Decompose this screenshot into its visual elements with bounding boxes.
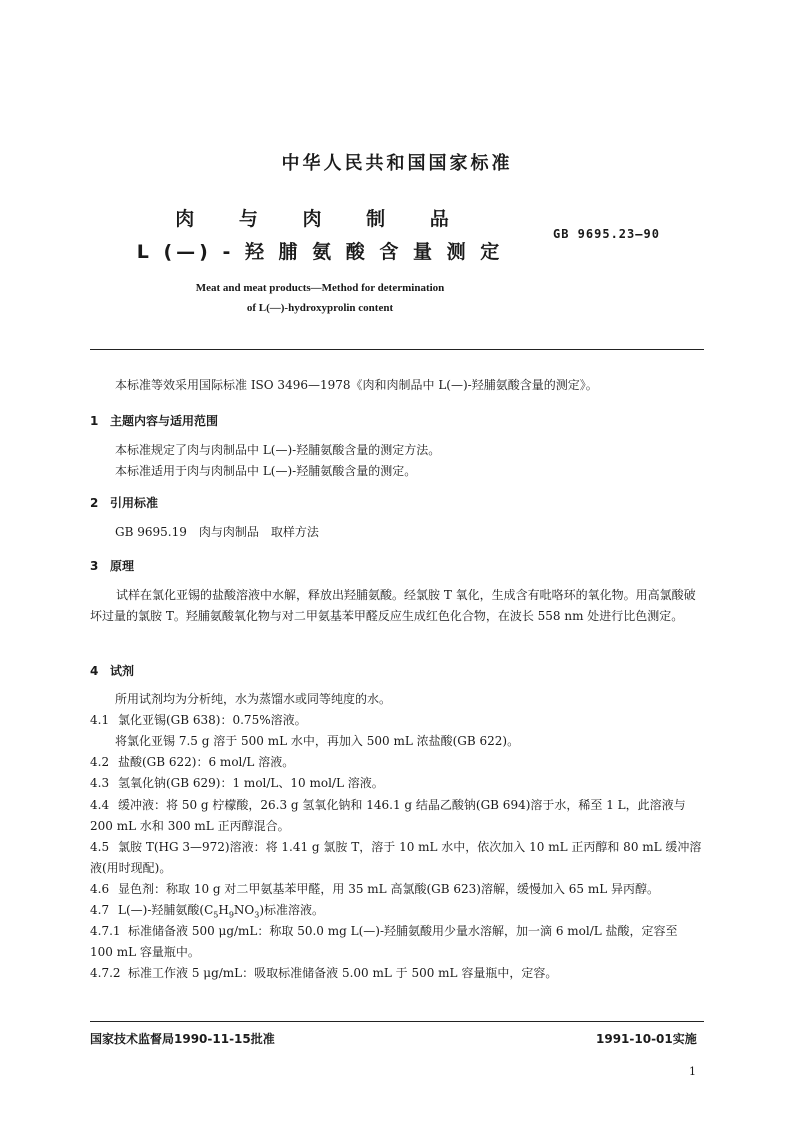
clause-number: 4.2 bbox=[90, 755, 110, 769]
clause-4-3 bbox=[90, 773, 704, 794]
clause-number: 4.5 bbox=[90, 840, 110, 854]
footer-divider bbox=[90, 1021, 704, 1022]
clause-number: 4.7.2 bbox=[90, 966, 121, 980]
clause-number: 4.6 bbox=[90, 882, 110, 896]
clause-4-7-1 bbox=[90, 921, 704, 963]
section-title: 原理 bbox=[110, 559, 135, 573]
section-2-paragraph-1: GB 9695.19 肉与肉制品 取样方法 bbox=[115, 525, 319, 539]
english-title-line1: Meat and meat products—Method for determination bbox=[195, 282, 445, 294]
clause-4-7-2 bbox=[90, 963, 704, 984]
clause-number: 4.7.1 bbox=[90, 924, 121, 938]
clause-text bbox=[118, 903, 325, 920]
clause-number: 4.1 bbox=[90, 713, 110, 727]
section-title: 引用标准 bbox=[110, 496, 159, 510]
clause-4-1 bbox=[90, 710, 704, 731]
section-1-heading bbox=[90, 412, 218, 429]
clause-text: 标准储备液 500 μg/mL：称取 50.0 mg L(—)-羟脯氨酸用少量水溶解，加一滴 6 mol/L 盐酸，定容至 100 mL 容量瓶中。 bbox=[90, 924, 678, 959]
formula-part: )标准溶液。 bbox=[259, 903, 325, 917]
section-number: 3 bbox=[90, 559, 99, 573]
section-title: 主题内容与适用范围 bbox=[110, 414, 219, 428]
section-1-paragraph-1: 本标准规定了肉与肉制品中 L(—)-羟脯氨酸含量的测定方法。 bbox=[115, 443, 441, 457]
clause-4-6 bbox=[90, 879, 704, 900]
clause-4-2 bbox=[90, 752, 704, 773]
section-2-heading bbox=[90, 494, 158, 511]
formula-part: H bbox=[218, 903, 229, 917]
formula-subscript: 5 bbox=[213, 910, 219, 920]
section-number: 2 bbox=[90, 496, 99, 510]
section-number: 4 bbox=[90, 664, 99, 678]
clause-text: 氢氧化钠(GB 629)：1 mol/L、10 mol/L 溶液。 bbox=[118, 776, 384, 790]
section-number: 1 bbox=[90, 414, 99, 428]
national-standard-title: 中华人民共和国国家标准 bbox=[281, 153, 513, 174]
page-number: 1 bbox=[689, 1065, 696, 1078]
formula-subscript: 3 bbox=[254, 910, 260, 920]
implementation-date: 1991-10-01实施 bbox=[596, 1032, 697, 1046]
clause-text: 氯胺 T(HG 3—972)溶液：将 1.41 g 氯胺 T，溶于 10 mL 水中，依次加入 10 mL 正丙醇和 80 mL 缓冲溶液(用时现配)。 bbox=[90, 840, 702, 875]
header-divider bbox=[90, 349, 704, 350]
formula-subscript: 9 bbox=[228, 910, 234, 920]
clause-text: 盐酸(GB 622)：6 mol/L 溶液。 bbox=[118, 755, 295, 769]
section-3-paragraph-1: 试样在氯化亚锡的盐酸溶液中水解，释放出羟脯氨酸。经氯胺 T 氧化，生成含有吡咯环的氧化物。用高氯酸破坏过量的氯胺 T。羟脯氨酸氧化物与对二甲氨基苯甲醛反应生成红色化合物，在波长 558 nm 处进行比色测定。 bbox=[90, 588, 696, 623]
clause-4-1-detail: 将氯化亚锡 7.5 g 溶于 500 mL 水中，再加入 500 mL 浓盐酸(GB 622)。 bbox=[115, 734, 520, 748]
section-title: 试剂 bbox=[110, 664, 135, 678]
clause-number: 4.7 bbox=[90, 903, 110, 917]
formula-part: L(—)-羟脯氨酸(C bbox=[118, 903, 214, 917]
clause-number: 4.3 bbox=[90, 776, 110, 790]
intro-paragraph: 本标准等效采用国际标准 ISO 3496—1978《肉和肉制品中 L(—)-羟脯氨酸含量的测定》。 bbox=[115, 378, 598, 392]
section-3-heading bbox=[90, 557, 134, 574]
approval-date: 国家技术监督局1990-11-15批准 bbox=[90, 1032, 275, 1046]
clause-text: 显色剂：称取 10 g 对二甲氨基苯甲醛，用 35 mL 高氯酸(GB 623)溶解，缓慢加入 65 mL 异丙醇。 bbox=[118, 882, 660, 896]
clause-number: 4.4 bbox=[90, 798, 110, 812]
section-1-paragraph-2: 本标准适用于肉与肉制品中 L(—)-羟脯氨酸含量的测定。 bbox=[115, 464, 417, 478]
clause-text: 缓冲液：将 50 g 柠檬酸，26.3 g 氢氧化钠和 146.1 g 结晶乙酸钠(GB 694)溶于水，稀至 1 L，此溶液与 200 mL 水和 300 mL 正丙醇混合。 bbox=[90, 798, 686, 833]
formula-part: NO bbox=[233, 903, 255, 917]
clause-4-4 bbox=[90, 795, 704, 837]
document-title-line1: 肉 与 肉 制 品 bbox=[175, 208, 465, 230]
clause-text: 标准工作液 5 μg/mL：吸取标准储备液 5.00 mL 于 500 mL 容量瓶中，定容。 bbox=[128, 966, 558, 980]
standard-code: GB 9695.23—90 bbox=[553, 227, 660, 241]
english-title-line2: of L(—)-hydroxyprolin content bbox=[246, 302, 394, 314]
section-4-paragraph-0: 所用试剂均为分析纯，水为蒸馏水或同等纯度的水。 bbox=[115, 692, 392, 706]
clause-4-5 bbox=[90, 837, 704, 879]
section-4-heading bbox=[90, 662, 134, 679]
document-title-line2: L (—) - 羟 脯 氨 酸 含 量 测 定 bbox=[136, 241, 504, 263]
clause-text: 氯化亚锡(GB 638)：0.75%溶液。 bbox=[118, 713, 307, 727]
